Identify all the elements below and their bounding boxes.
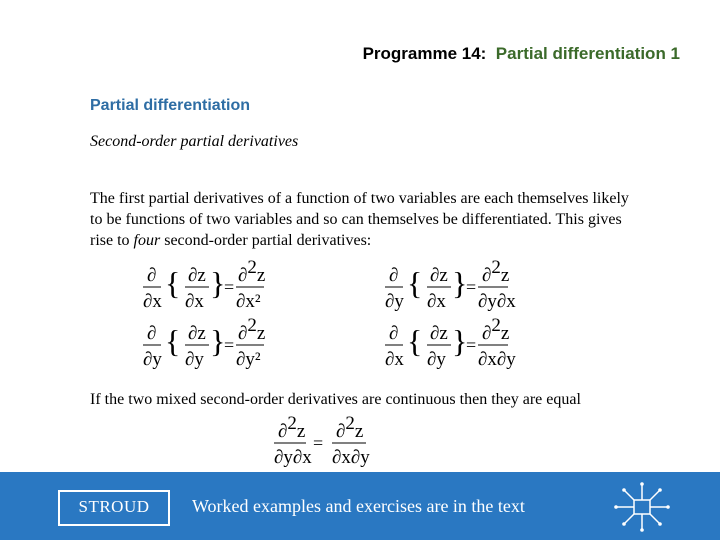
intro-emphasis: four (133, 232, 161, 249)
svg-text:∂y: ∂y (385, 291, 404, 312)
svg-text:∂y∂x: ∂y∂x (478, 291, 516, 312)
section-subtitle: Second-order partial derivatives (90, 133, 299, 150)
svg-text:∂y: ∂y (143, 349, 162, 370)
section-title: Partial differentiation (90, 97, 251, 114)
svg-text:∂y²: ∂y² (236, 349, 261, 370)
svg-text:∂2z: ∂2z (482, 315, 510, 344)
navigation-star-icon[interactable] (612, 482, 672, 532)
svg-text:=: = (224, 277, 235, 297)
svg-text:∂: ∂ (147, 323, 157, 344)
svg-text:∂z: ∂z (188, 265, 206, 286)
formula-mixed-derivatives-equal (272, 413, 372, 468)
programme-number: Programme 14: (362, 44, 487, 63)
svg-text:∂y∂x: ∂y∂x (274, 447, 312, 468)
svg-text:∂x∂y: ∂x∂y (478, 349, 516, 370)
svg-text:∂z: ∂z (188, 323, 206, 344)
svg-text:{: { (407, 265, 423, 301)
continuity-paragraph: If the two mixed second-order derivatives are continuous then they are equal (90, 391, 581, 408)
svg-text:∂x²: ∂x² (236, 291, 261, 312)
svg-text:=: = (466, 335, 477, 355)
svg-text:∂x: ∂x (143, 291, 162, 312)
intro-paragraph (90, 188, 630, 251)
svg-text:∂2z: ∂2z (238, 257, 266, 286)
svg-text:∂z: ∂z (430, 323, 448, 344)
stroud-logo[interactable]: STROUD (58, 490, 170, 526)
svg-text:=: = (466, 277, 477, 297)
programme-topic: Partial differentiation 1 (495, 44, 680, 63)
svg-text:}: } (452, 265, 468, 301)
svg-text:}: } (210, 323, 226, 359)
svg-text:∂2z: ∂2z (278, 413, 306, 442)
footer-message: Worked examples and exercises are in the text (192, 496, 525, 516)
svg-text:∂2z: ∂2z (482, 257, 510, 286)
svg-text:∂2z: ∂2z (336, 413, 364, 442)
programme-header (363, 44, 680, 64)
formula-second-partial-xy (382, 315, 516, 370)
svg-text:{: { (165, 265, 181, 301)
svg-text:=: = (313, 433, 324, 453)
svg-text:{: { (407, 323, 423, 359)
svg-text:∂x: ∂x (185, 291, 204, 312)
svg-text:∂y: ∂y (427, 349, 446, 370)
formula-second-partial-yx (382, 257, 516, 312)
svg-text:}: } (452, 323, 468, 359)
footer-bar (0, 472, 720, 540)
formula-second-partial-yy (140, 315, 266, 370)
svg-text:∂: ∂ (147, 265, 157, 286)
intro-text-end: second-order partial derivatives: (160, 232, 372, 249)
svg-text:∂y: ∂y (185, 349, 204, 370)
svg-text:∂x∂y: ∂x∂y (332, 447, 370, 468)
svg-text:∂x: ∂x (385, 349, 404, 370)
svg-text:{: { (165, 323, 181, 359)
svg-text:∂2z: ∂2z (238, 315, 266, 344)
formula-second-partial-xx (140, 257, 266, 312)
intro-text-start: The first partial derivatives of a function of two variables are each themselves likely to be functions of two variables and so can themselves be differentiated. This gives rise to (90, 190, 629, 249)
svg-text:=: = (224, 335, 235, 355)
svg-text:∂x: ∂x (427, 291, 446, 312)
svg-text:∂z: ∂z (430, 265, 448, 286)
svg-text:}: } (210, 265, 226, 301)
svg-text:∂: ∂ (389, 265, 399, 286)
svg-text:∂: ∂ (389, 323, 399, 344)
